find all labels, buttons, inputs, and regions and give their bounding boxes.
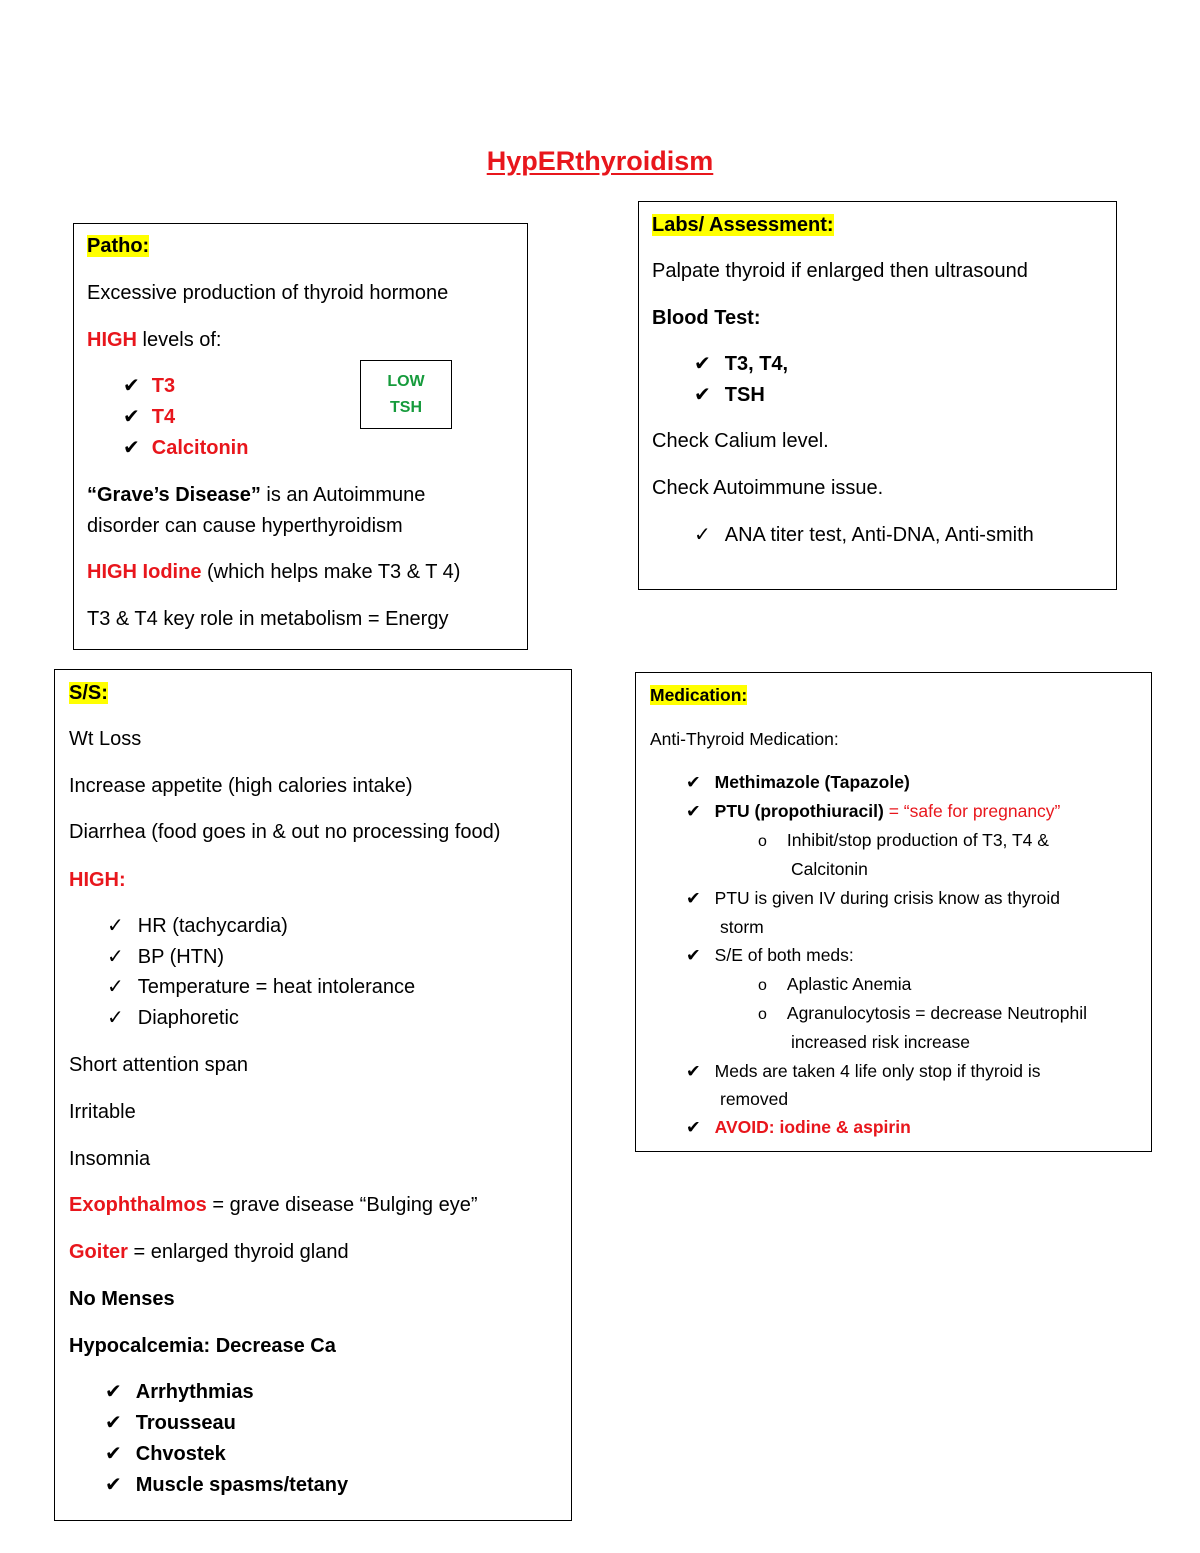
page-title: HypERthyroidism <box>486 146 714 176</box>
circle-bullet-icon: o <box>758 1006 767 1023</box>
meds-sub-item-cont: increased risk increase <box>791 1032 970 1052</box>
patho-high-line: HIGH levels of: <box>87 329 222 351</box>
patho-line1: Excessive production of thyroid hormone <box>87 282 449 304</box>
ss-high-item: ✓ Diaphoretic <box>107 1007 239 1029</box>
signs-symptoms-section <box>54 669 572 1521</box>
meds-item-cont: removed <box>720 1089 789 1109</box>
labs-test-item: ✔ T3, T4, <box>694 353 789 375</box>
ss-diarrhea: Diarrhea (food goes in & out no processing food) <box>69 821 501 843</box>
labs-heading: Labs/ Assessment: <box>652 214 834 236</box>
meds-item: ✔ AVOID: iodine & aspirin <box>686 1117 911 1137</box>
patho-heading: Patho: <box>87 235 150 257</box>
check-icon: ✔ <box>105 1381 122 1403</box>
ss-hypocal-item: ✔ Chvostek <box>105 1443 226 1465</box>
ss-hypocal-item: ✔ Arrhythmias <box>105 1381 254 1403</box>
labs-ana: ✓ ANA titer test, Anti-DNA, Anti-smith <box>694 524 1034 546</box>
check-icon: ✔ <box>123 406 140 428</box>
check-icon: ✔ <box>686 1061 701 1081</box>
ss-hypocalcemia: Hypocalcemia: Decrease Ca <box>69 1335 336 1357</box>
meds-item: ✔ S/E of both meds: <box>686 945 854 965</box>
patho-item: ✔ T4 <box>123 406 176 428</box>
check-icon: ✓ <box>107 915 124 937</box>
check-icon: ✔ <box>686 772 701 792</box>
meds-sub-item: o Agranulocytosis = decrease Neutrophil <box>758 1003 1088 1023</box>
check-icon: ✔ <box>686 801 701 821</box>
ss-high: HIGH: <box>69 869 126 891</box>
meds-anti-thyroid: Anti-Thyroid Medication: <box>650 729 839 749</box>
patho-energy: T3 & T4 key role in metabolism = Energy <box>87 608 449 630</box>
ss-appetite: Increase appetite (high calories intake) <box>69 775 413 797</box>
labs-blood-test: Blood Test: <box>652 307 761 329</box>
patho-graves-2: disorder can cause hyperthyroidism <box>87 515 403 537</box>
check-icon: ✔ <box>686 888 701 908</box>
circle-bullet-icon: o <box>758 833 767 850</box>
patho-section <box>73 223 528 650</box>
meds-heading: Medication: <box>650 685 748 705</box>
patho-graves: “Grave’s Disease” is an Autoimmune <box>87 484 426 506</box>
labs-autoimmune: Check Autoimmune issue. <box>652 477 884 499</box>
meds-item: ✔ Meds are taken 4 life only stop if thyroid is <box>686 1061 1041 1081</box>
ss-hypocal-item: ✔ Muscle spasms/tetany <box>105 1474 349 1496</box>
meds-item: ✔ PTU is given IV during crisis know as thyroid <box>686 888 1060 908</box>
ss-high-item: ✓ HR (tachycardia) <box>107 915 288 937</box>
check-icon: ✔ <box>694 384 711 406</box>
ss-menses: No Menses <box>69 1288 175 1310</box>
check-icon: ✔ <box>694 353 711 375</box>
ss-exophthalmos: Exophthalmos = grave disease “Bulging eye” <box>69 1194 478 1216</box>
check-icon: ✔ <box>123 437 140 459</box>
check-icon: ✔ <box>105 1412 122 1434</box>
meds-item: ✔ Methimazole (Tapazole) <box>686 772 910 792</box>
ss-goiter: Goiter = enlarged thyroid gland <box>69 1241 349 1263</box>
ss-hypocal-item: ✔ Trousseau <box>105 1412 236 1434</box>
patho-item: ✔ T3 <box>123 375 176 397</box>
circle-bullet-icon: o <box>758 977 767 994</box>
ss-irritable: Irritable <box>69 1101 136 1123</box>
meds-item: ✔ PTU (propothiuracil) = “safe for pregnancy” <box>686 801 1061 821</box>
check-icon: ✓ <box>694 524 711 546</box>
check-icon: ✔ <box>105 1443 122 1465</box>
labs-palpate: Palpate thyroid if enlarged then ultrasound <box>652 260 1028 282</box>
check-icon: ✔ <box>105 1474 122 1496</box>
check-icon: ✓ <box>107 976 124 998</box>
labs-calcium: Check Calium level. <box>652 430 829 452</box>
ss-heading: S/S: <box>69 682 108 704</box>
patho-iodine: HIGH Iodine (which helps make T3 & T 4) <box>87 561 461 583</box>
labs-test-item: ✔ TSH <box>694 384 765 406</box>
labs-section <box>638 201 1117 590</box>
ss-attention: Short attention span <box>69 1054 249 1076</box>
meds-item-cont: storm <box>720 917 764 937</box>
check-icon: ✔ <box>686 945 701 965</box>
ss-high-item: ✓ Temperature = heat intolerance <box>107 976 416 998</box>
check-icon: ✓ <box>107 946 124 968</box>
check-icon: ✔ <box>686 1117 701 1137</box>
low-tsh-callout: LOW TSH <box>360 360 452 429</box>
patho-item: ✔ Calcitonin <box>123 437 249 459</box>
meds-sub-item: o Inhibit/stop production of T3, T4 & <box>758 830 1049 850</box>
ss-insomnia: Insomnia <box>69 1148 151 1170</box>
medication-section <box>635 672 1152 1152</box>
ss-wt-loss: Wt Loss <box>69 728 142 750</box>
check-icon: ✔ <box>123 375 140 397</box>
meds-sub-item: o Aplastic Anemia <box>758 974 912 994</box>
check-icon: ✓ <box>107 1007 124 1029</box>
ss-high-item: ✓ BP (HTN) <box>107 946 225 968</box>
meds-sub-item-cont: Calcitonin <box>791 859 868 879</box>
